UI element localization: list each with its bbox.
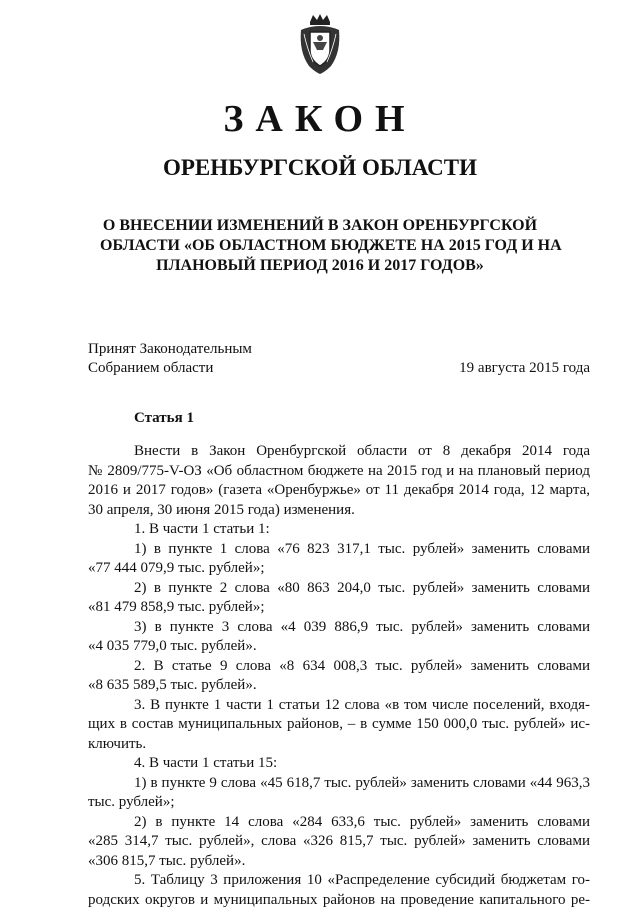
text-line: 1) в пункте 1 слова «76 823 317,1 тыс. рублей» заменить словами (88, 540, 590, 560)
adoption-line: Собранием области (88, 359, 252, 378)
text-line: 5. Таблицу 3 приложения 10 «Распределение субсидий бюджетам го- (88, 871, 590, 891)
text-line: 30 апреля, 30 июня 2015 года) изменения. (88, 501, 590, 521)
text-line: Внести в Закон Оренбургской области от 8 декабря 2014 года (88, 442, 590, 462)
text-line: 1) в пункте 9 слова «45 618,7 тыс. рублей» заменить словами «44 963,3 (88, 774, 590, 794)
text-line: ключить. (88, 735, 590, 755)
law-subtitle (100, 216, 540, 276)
text-line: 2) в пункте 14 слова «284 633,6 тыс. рублей» заменить словами (88, 813, 590, 833)
subtitle-line: О ВНЕСЕНИИ ИЗМЕНЕНИЙ В ЗАКОН ОРЕНБУРГСКОЙ (100, 216, 540, 236)
subtitle-line: ОБЛАСТИ «ОБ ОБЛАСТНОМ БЮДЖЕТЕ НА 2015 ГОД И НА (100, 236, 540, 256)
subtitle-line: ПЛАНОВЫЙ ПЕРИОД 2016 И 2017 ГОДОВ» (100, 256, 540, 276)
law-title: ЗАКОН (0, 96, 640, 142)
text-line: «77 444 079,9 тыс. рублей»; (88, 559, 590, 579)
text-line: 3. В пункте 1 части 1 статьи 12 слова «в том числе поселений, входя- (88, 696, 590, 716)
text-line: «306 815,7 тыс. рублей». (88, 852, 590, 872)
text-line: родских округов и муниципальных районов на проведение капитального ре- (88, 891, 590, 910)
adoption-date: 19 августа 2015 года (459, 359, 590, 378)
text-line: «81 479 858,9 тыс. рублей»; (88, 598, 590, 618)
text-line: 2. В статье 9 слова «8 634 008,3 тыс. рублей» заменить словами (88, 657, 590, 677)
article-body (88, 442, 590, 910)
text-line: 3) в пункте 3 слова «4 039 886,9 тыс. рублей» заменить словами (88, 618, 590, 638)
text-line: щих в состав муниципальных районов, – в сумме 150 000,0 тыс. рублей» ис- (88, 715, 590, 735)
text-line: № 2809/775-V-ОЗ «Об областном бюджете на 2015 год и на плановый период (88, 462, 590, 482)
text-line: 1. В части 1 статьи 1: (88, 520, 590, 540)
text-line: «8 635 589,5 тыс. рублей». (88, 676, 590, 696)
text-line: «4 035 779,0 тыс. рублей». (88, 637, 590, 657)
adoption-line: Принят Законодательным (88, 340, 252, 359)
text-line: тыс. рублей»; (88, 793, 590, 813)
text-line: 2) в пункте 2 слова «80 863 204,0 тыс. рублей» заменить словами (88, 579, 590, 599)
article-title: Статья 1 (134, 410, 194, 427)
region-title: ОРЕНБУРГСКОЙ ОБЛАСТИ (0, 154, 640, 182)
text-line: 2016 и 2017 годов» (газета «Оренбуржье» от 11 декабря 2014 года, 12 марта, (88, 481, 590, 501)
text-line: 4. В части 1 статьи 15: (88, 754, 590, 774)
adoption-authority (88, 340, 252, 378)
text-line: «285 314,7 тыс. рублей», слова «326 815,7 тыс. рублей» заменить словами (88, 832, 590, 852)
coat-of-arms-icon (295, 12, 345, 76)
